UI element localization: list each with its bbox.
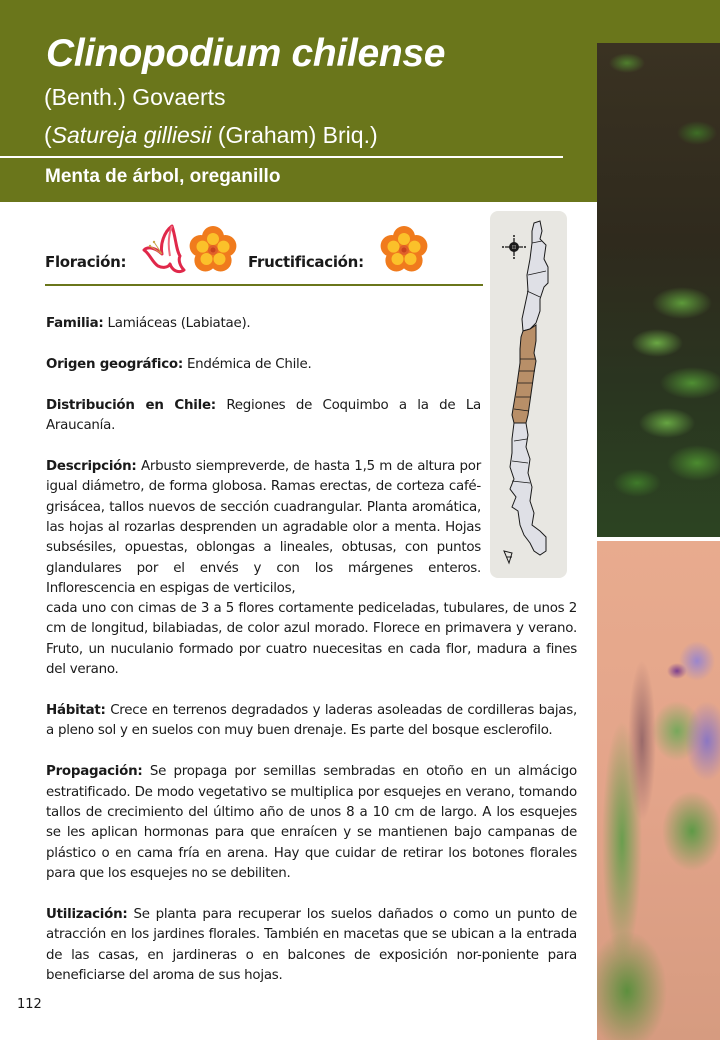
- section-label: Descripción:: [46, 458, 137, 474]
- section-label: Origen geográfico:: [46, 356, 183, 372]
- butterfly-icon: [142, 222, 186, 276]
- section-text: Se propaga por semillas sembradas en otoño en un almácigo estratificado. De modo vegetativo se multiplica por esquejes en verano, tomando tallos de crecimiento del último año de unos 8 a 10 cm de largo. A los esquejes se les aplican hormonas para que enraícen y se mantienen bajo campanas de plástico o en cama fría en arena. Hay que cuidar de retirar los botones florales para que los esquejes no se debiliten.: [46, 764, 577, 882]
- compass-rose-icon: [502, 235, 526, 259]
- section-label: Familia:: [46, 316, 104, 331]
- section-descripcion: [46, 457, 481, 600]
- synonym-rest: (Graham) Briq.): [211, 122, 378, 148]
- synonym: [44, 122, 378, 149]
- header-divider: [0, 156, 563, 158]
- flowering-label: Floración:: [45, 253, 127, 271]
- section-text: Lamiáceas (Labiatae).: [103, 316, 251, 331]
- plant-photo-flower: [597, 541, 720, 1040]
- info-column-wide: [46, 599, 577, 987]
- synonym-open: (: [44, 122, 52, 148]
- page-number: 112: [17, 997, 42, 1012]
- section-text: Arbusto siempreverde, de hasta 1,5 m de altura por igual diámetro, de forma globosa. Ramas erectas, de corteza café-grisácea, tallos nuevos de sección cuadrangular. Planta aromática, las hojas al rozarlas desprenden un agradable olor a menta. Hojas subsésiles, opuestas, oblongas a lineales, obtusas, con puntos glandulares por el envés y con los márgenes enteros. Inflorescencia en espigas de verticilos,: [46, 458, 481, 597]
- flower-icon: [378, 224, 430, 276]
- scientific-name: Clinopodium chilense: [46, 32, 446, 75]
- fruiting-label: Fructificación:: [248, 253, 364, 271]
- section-habitat: [46, 701, 577, 742]
- distribution-map: [490, 211, 567, 578]
- phenology-row: [45, 222, 483, 288]
- section-text: Crece en terrenos degradados y laderas asoleadas de cordilleras bajas, a pleno sol y en suelos con muy buen drenaje. Es parte del bosque esclerofilo.: [46, 703, 577, 739]
- section-propagacion: [46, 762, 577, 884]
- section-text: Endémica de Chile.: [182, 356, 312, 372]
- phenology-divider: [45, 284, 483, 286]
- section-label: Utilización:: [46, 907, 128, 923]
- chile-map: [490, 211, 567, 578]
- synonym-italic: Satureja gilliesii: [51, 122, 212, 148]
- author-citation: (Benth.) Govaerts: [44, 84, 226, 110]
- common-name: Menta de árbol, oreganillo: [45, 166, 281, 187]
- scale-icon: [504, 551, 512, 563]
- section-origen: [46, 355, 481, 375]
- section-label: Propagación:: [46, 764, 143, 780]
- plant-photo-foliage: [597, 43, 720, 537]
- section-utilizacion: [46, 905, 577, 987]
- section-familia: [46, 314, 481, 334]
- section-text: Se planta para recuperar los suelos dañados o como un punto de atracción en los jardines florales. También en macetas que se ubican a la entrada de las casas, en jardineras o en balcones de exposición nor-poniente para beneficiarse del aroma de sus hojas.: [46, 907, 577, 984]
- section-label: Hábitat:: [46, 703, 106, 719]
- flower-icon: [187, 224, 239, 276]
- section-descripcion-cont: cada uno con cimas de 3 a 5 flores cortamente pediceladas, tubulares, de unos 2 cm de longitud, bilabiadas, de color azul morado. Florece en primavera y verano. Fruto, un nuculanio formado por cuatro nuecesitas en cada flor, madura a fines del verano.: [46, 601, 577, 678]
- section-text: Regiones de Coquimbo a la de La Araucanía.: [46, 397, 481, 433]
- info-column-narrow: [46, 314, 481, 600]
- section-distribucion: [46, 396, 481, 437]
- section-label: Distribución en Chile:: [46, 397, 216, 413]
